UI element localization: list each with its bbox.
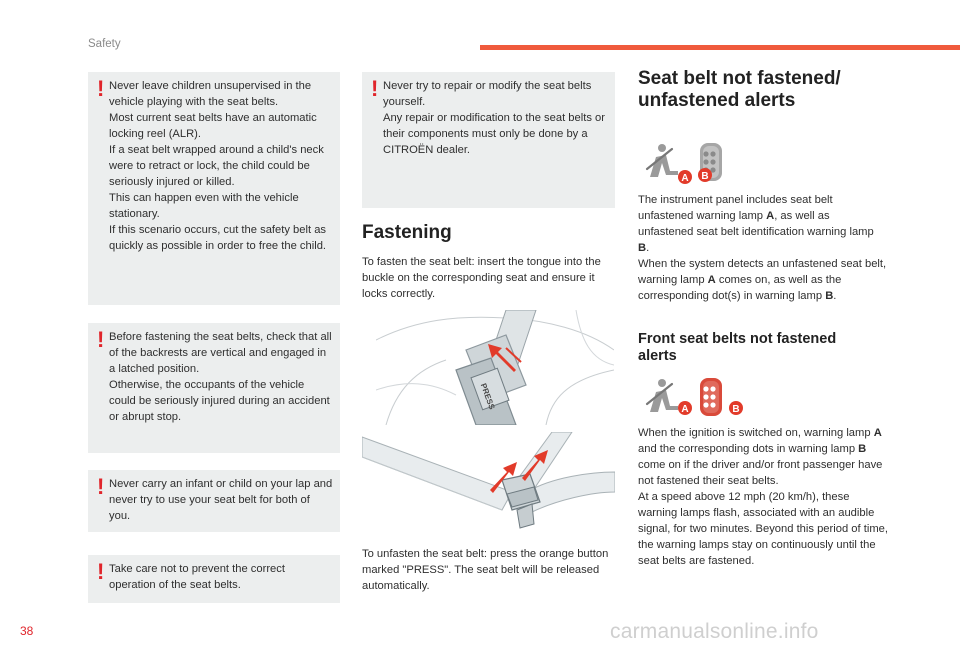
front-alerts-heading <box>638 331 938 365</box>
warning-text: If a seat belt wrapped around a child's neck were to retract or lock, the child could be seriously injured or killed. <box>109 144 324 188</box>
warning-exclamation-icon: ! <box>97 76 105 101</box>
lamp-b-badge <box>695 165 715 190</box>
warning-text: Never try to repair or modify the seat belts yourself. <box>383 80 592 108</box>
alerts-heading-line2: unfastened alerts <box>638 90 796 111</box>
warning-box-infant <box>88 470 340 532</box>
warning-text: Otherwise, the occupants of the vehicle could be seriously injured during an accident or abrupt stop. <box>109 379 330 423</box>
warning-box-operation <box>88 555 340 603</box>
header-accent-bar <box>480 45 960 50</box>
alerts-heading-line1: Seat belt not fastened/ <box>638 68 841 89</box>
page-number: 38 <box>20 624 34 638</box>
warning-exclamation-icon: ! <box>371 76 379 101</box>
warning-text: Never leave children unsupervised in the vehicle playing with the seat belts. <box>109 80 312 108</box>
buckle-insert-illustration <box>376 310 614 425</box>
lamp-b-badge <box>726 398 746 423</box>
seatbelt-warning-icon <box>644 376 724 420</box>
warning-text: Any repair or modification to the seat belts or their components must only be done by a CITROËN dealer. <box>383 112 605 156</box>
warning-exclamation-icon: ! <box>97 474 105 499</box>
lamp-b-label: B <box>732 404 740 415</box>
press-label: PRESS <box>478 382 497 411</box>
warning-lamp-pair <box>644 376 724 420</box>
warning-box-repair <box>362 72 615 208</box>
alerts-paragraph-1: The instrument panel includes seat belt unfastened warning lamp A, as well as unfastened seat belt identification warning lamp B. When the system detects an unfastened seat belt, warning lamp A comes on, as well as the corresponding dot(s) in warning lamp B. <box>638 194 887 302</box>
warning-exclamation-icon: ! <box>97 559 105 584</box>
alerts-heading <box>638 68 938 112</box>
warning-text: Take care not to prevent the correct operation of the seat belts. <box>109 563 285 591</box>
warning-text: Before fastening the seat belts, check that all of the backrests are vertical and engaged in a latched position. <box>109 331 332 375</box>
alerts-paragraph-3: When the ignition is switched on, warning lamp A and the corresponding dots in warning lamp B come on if the driver and/or front passenger have not fastened their seat belts. At a speed above 12 mph (20 km/h), these warning lamps flash, associated with an audible signal, for two minutes. Beyond this period of time, the warning lamps stay on continuously until the seat belts are fastened. <box>638 427 888 567</box>
lamp-a-label: A <box>681 404 689 415</box>
warning-text: Never carry an infant or child on your lap and never try to use your seat belt for both of you. <box>109 478 333 522</box>
section-label: Safety <box>88 38 121 50</box>
warning-text: Most current seat belts have an automatic locking reel (ALR). <box>109 112 317 140</box>
lamp-a-label: A <box>681 173 689 184</box>
front-alerts-heading-line1: Front seat belts not fastened <box>638 331 837 347</box>
warning-box-children <box>88 72 340 305</box>
warning-text: If this scenario occurs, cut the safety belt as quickly as possible in order to free the child. <box>109 224 327 252</box>
buckle-release-illustration <box>362 432 615 544</box>
warning-text: This can happen even with the vehicle stationary. <box>109 192 299 220</box>
watermark: carmanualsonline.info <box>610 620 819 643</box>
warning-box-backrests <box>88 323 340 453</box>
fastening-heading: Fastening <box>362 222 452 243</box>
warning-exclamation-icon: ! <box>97 327 105 352</box>
fastening-text: To fasten the seat belt: insert the tongue into the buckle on the corresponding seat and ensure it locks correctly. <box>362 256 601 300</box>
front-alerts-heading-line2: alerts <box>638 348 677 364</box>
lamp-b-label: B <box>701 171 709 182</box>
unfasten-text: To unfasten the seat belt: press the orange button marked "PRESS". The seat belt will be released automatically. <box>362 548 609 592</box>
